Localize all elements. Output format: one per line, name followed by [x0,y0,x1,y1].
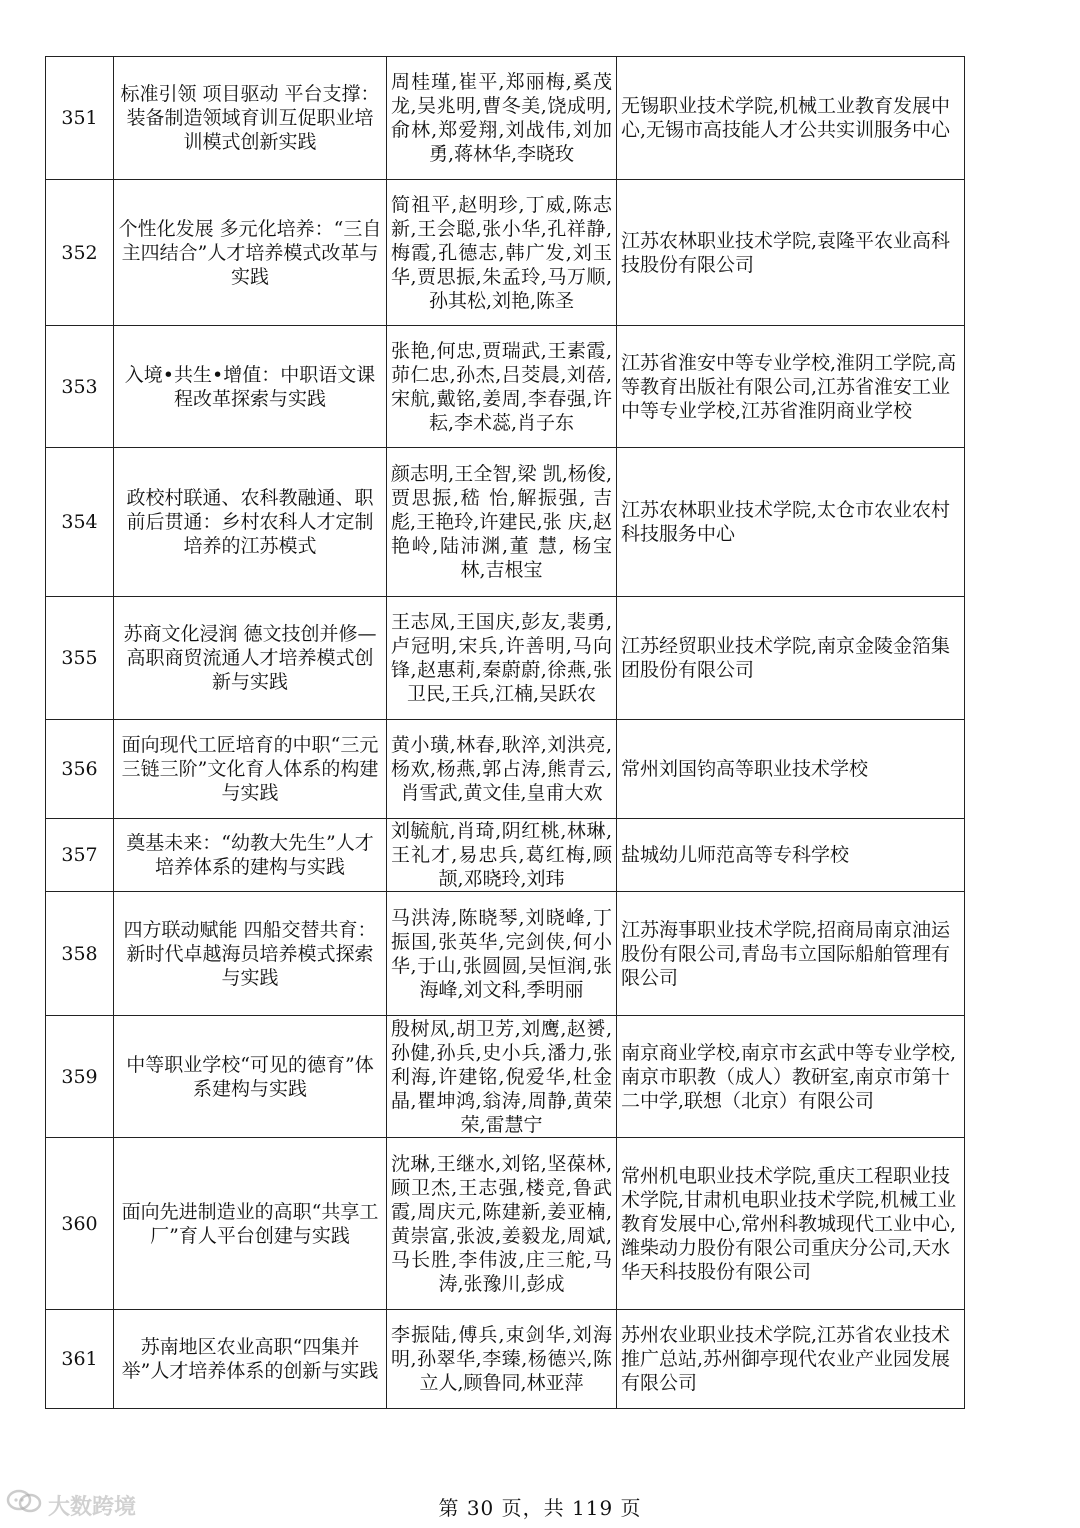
achievement-title: 面向先进制造业的高职“共享工厂”育人平台创建与实践 [114,1138,387,1310]
row-number: 359 [46,1016,114,1138]
participants: 颜志明,王全智,梁 凯,杨俊,贾思振,嵇 怡,解振强, 吉 彪,王艳玲,许建民,张 庆,赵艳岭,陆沛渊,董 慧, 杨宝林,吉根宝 [387,448,617,597]
institutions: 江苏经贸职业技术学院,南京金陵金箔集团股份有限公司 [617,597,965,720]
participants: 周桂瑾,崔平,郑丽梅,奚茂龙,吴兆明,曹冬美,饶成明,俞林,郑爱翔,刘战伟,刘加勇,蒋林华,李晓玫 [387,57,617,180]
table-row [46,892,965,1016]
participants: 刘毓航,肖琦,阴红桃,林琳,王礼才,易忠兵,葛红梅,顾颉,邓晓玲,刘玮 [387,819,617,892]
participants: 马洪涛,陈晓琴,刘晓峰,丁振国,张英华,完剑侠,何小华,于山,张圆圆,吴恒润,张海峰,刘文科,季明丽 [387,892,617,1016]
row-number: 360 [46,1138,114,1310]
institutions: 江苏省淮安中等专业学校,淮阴工学院,高等教育出版社有限公司,江苏省淮安工业中等专业学校,江苏省淮阴商业学校 [617,326,965,448]
achievement-title: 苏南地区农业高职“四集并举”人才培养体系的创新与实践 [114,1310,387,1409]
institutions: 江苏农林职业技术学院,太仓市农业农村科技服务中心 [617,448,965,597]
table-row [46,1138,965,1310]
row-number: 358 [46,892,114,1016]
row-number: 352 [46,180,114,326]
participants: 李振陆,傅兵,束剑华,刘海明,孙翠华,李臻,杨德兴,陈立人,顾鲁同,林亚萍 [387,1310,617,1409]
watermark-text: 大数跨境 [48,1494,137,1520]
institutions: 江苏海事职业技术学院,招商局南京油运股份有限公司,青岛韦立国际船舶管理有限公司 [617,892,965,1016]
institutions: 江苏农林职业技术学院,袁隆平农业高科技股份有限公司 [617,180,965,326]
row-number: 356 [46,720,114,819]
achievement-title: 入境•共生•增值：中职语文课程改革探索与实践 [114,326,387,448]
table-row [46,597,965,720]
table-row [46,1016,965,1138]
row-number: 354 [46,448,114,597]
participants: 黄小璜,林春,耿淬,刘洪亮,杨欢,杨燕,郭占涛,熊青云,肖雪武,黄文佳,皇甫大欢 [387,720,617,819]
achievement-title: 奠基未来：“幼教大先生”人才培养体系的建构与实践 [114,819,387,892]
achievement-title: 中等职业学校“可见的德育”体系建构与实践 [114,1016,387,1138]
institutions: 常州刘国钧高等职业技术学校 [617,720,965,819]
achievement-title: 苏商文化浸润 德文技创并修—高职商贸流通人才培养模式创新与实践 [114,597,387,720]
participants: 王志凤,王国庆,彭友,裴勇,卢冠明,宋兵,许善明,马向锋,赵惠莉,秦蔚蔚,徐燕,张卫民,王兵,江楠,吴跃农 [387,597,617,720]
institutions: 苏州农业职业技术学院,江苏省农业技术推广总站,苏州御亭现代农业产业园发展有限公司 [617,1310,965,1409]
participants: 简祖平,赵明珍,丁威,陈志新,王会聪,张小华,孔祥静,梅霞,孔德志,韩广发,刘玉华,贾思振,朱孟玲,马万顺,孙其松,刘艳,陈圣 [387,180,617,326]
achievement-title: 面向现代工匠培育的中职“三元三链三阶”文化育人体系的构建与实践 [114,720,387,819]
table-row [46,448,965,597]
table-row [46,57,965,180]
achievement-title: 四方联动赋能 四船交替共育：新时代卓越海员培养模式探索与实践 [114,892,387,1016]
institutions: 南京商业学校,南京市玄武中等专业学校,南京市职教（成人）教研室,南京市第十二中学,联想（北京）有限公司 [617,1016,965,1138]
institutions: 无锡职业技术学院,机械工业教育发展中心,无锡市高技能人才公共实训服务中心 [617,57,965,180]
row-number: 361 [46,1310,114,1409]
achievement-title: 个性化发展 多元化培养：“三自主四结合”人才培养模式改革与实践 [114,180,387,326]
institutions: 盐城幼儿师范高等专科学校 [617,819,965,892]
row-number: 355 [46,597,114,720]
awards-table-container [45,56,964,1409]
awards-table [45,56,965,1409]
participants: 殷树凤,胡卫芳,刘鹰,赵赟,孙健,孙兵,史小兵,潘力,张利海,许建铭,倪爱华,杜金晶,瞿坤鸿,翁涛,周静,黄荣荣,雷慧宁 [387,1016,617,1138]
participants: 沈琳,王继水,刘铭,坚葆林,顾卫杰,王志强,楼竞,鲁武霞,周庆元,陈建新,姜亚楠,黄崇富,张波,姜毅龙,周斌,马长胜,李伟波,庄三舵,马涛,张豫川,彭成 [387,1138,617,1310]
row-number: 357 [46,819,114,892]
table-row [46,1310,965,1409]
table-row [46,819,965,892]
achievement-title: 政校村联通、农科教融通、职前后贯通：乡村农科人才定制培养的江苏模式 [114,448,387,597]
row-number: 351 [46,57,114,180]
institutions: 常州机电职业技术学院,重庆工程职业技术学院,甘肃机电职业技术学院,机械工业教育发展中心,常州科教城现代工业中心,潍柴动力股份有限公司重庆分公司,天水华天科技股份有限公司 [617,1138,965,1310]
table-row [46,720,965,819]
row-number: 353 [46,326,114,448]
table-row [46,180,965,326]
participants: 张艳,何忠,贾瑞武,王素霞,茆仁忠,孙杰,吕茭晨,刘蓓,宋航,戴铭,姜周,李春强,许耘,李术蕊,肖子东 [387,326,617,448]
page-number: 第 30 页，共 119 页 [438,1496,642,1520]
table-row [46,326,965,448]
achievement-title: 标准引领 项目驱动 平台支撑：装备制造领域育训互促职业培训模式创新实践 [114,57,387,180]
